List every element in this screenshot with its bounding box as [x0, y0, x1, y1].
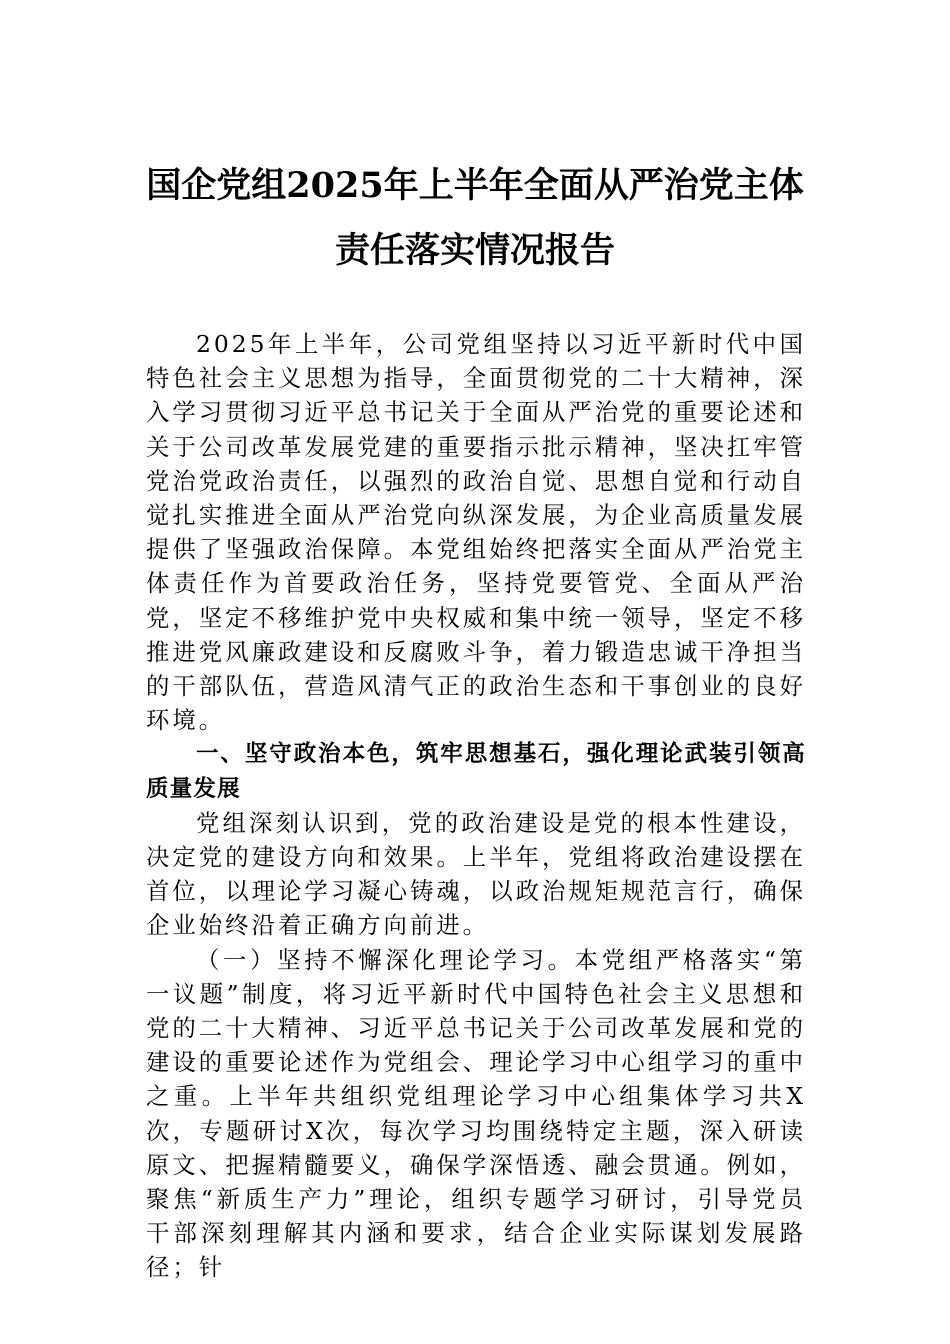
section-heading-1: 一、坚守政治本色，筑牢思想基石，强化理论武装引领高质量发展	[146, 741, 806, 802]
intro-paragraph: 2025年上半年，公司党组坚持以习近平新时代中国特色社会主义思想为指导，全面贯彻党的二十大精神，深入学习贯彻习近平总书记关于全面从严治党的重要论述和关于公司改革发展党建的重要指示批示精神，坚决扛牢管党治党政治责任，以强烈的政治自觉、思想自觉和行动自觉扎实推进全面从严治党向纵深发展，为企业高质量发展提供了坚强政治保障。本党组始终把落实全面从严治党主体责任作为首要政治任务，坚持党要管党、全面从严治党，坚定不移维护党中央权威和集中统一领导，坚定不移推进党风廉政建设和反腐败斗争，着力锻造忠诚干净担当的干部队伍，营造风清气正的政治生态和干事创业的良好环境。	[146, 330, 806, 735]
subsection-heading-1: （一）坚持不懈深化理论学习。	[196, 945, 575, 974]
section-1-paragraph: 党组深刻认识到，党的政治建设是党的根本性建设，决定党的建设方向和效果。上半年，党组将政治建设摆在首位，以理论学习凝心铸魂，以政治规矩规范言行，确保企业始终沿着正确方向前进。	[146, 808, 806, 940]
subsection-paragraph	[146, 943, 806, 1285]
document-body	[146, 327, 806, 1285]
subsection-1-text: 本党组严格落实“第一议题”制度，将习近平新时代中国特色社会主义思想和党的二十大精神、习近平总书记关于公司改革发展和党的建设的重要论述作为党组会、理论学习中心组学习的重中之重。上半年共组织党组理论学习中心组集体学习共X次，专题研讨X次，每次学习均围绕特定主题，深入研读原文、把握精髓要义，确保学深悟透、融会贯通。例如，聚焦“新质生产力”理论，组织专题学习研讨，引导党员干部深刻理解其内涵和要求，结合企业实际谋划发展路径；针	[146, 945, 806, 1282]
document-title-line-1: 国企党组2025年上半年全面从严治党主体	[146, 165, 804, 206]
document-title-line-2: 责任落实情况报告	[334, 230, 615, 271]
